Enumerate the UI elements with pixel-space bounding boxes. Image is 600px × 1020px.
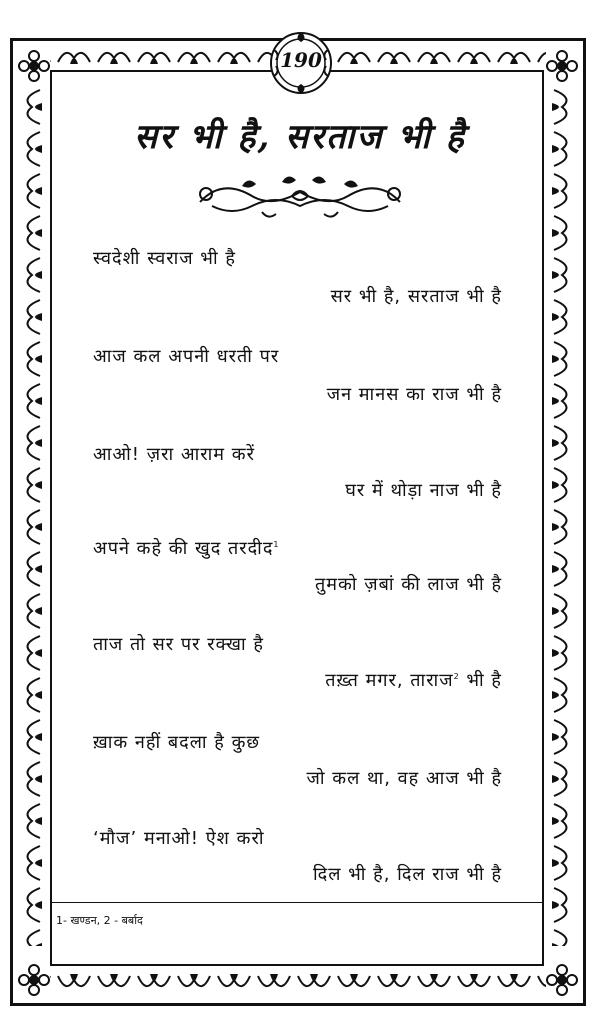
stanza-3-line-1: आओ! ज़रा आराम करें bbox=[93, 444, 255, 465]
title-flourish-ornament bbox=[192, 172, 408, 222]
stanza-1-line-2: सर भी है, सरताज भी है bbox=[330, 286, 502, 307]
stanza-4-line-1-text: अपने कहे की खुद तरदीद bbox=[93, 538, 274, 559]
stanza-7-line-2: दिल भी है, दिल राज भी है bbox=[312, 864, 502, 885]
poem-title: सर भी है, सरताज भी है bbox=[134, 117, 466, 157]
footnote-marker-2: 2 bbox=[453, 672, 460, 681]
stanza-3-line-2: घर में थोड़ा नाज भी है bbox=[345, 480, 502, 501]
stanza-5-line-2 bbox=[325, 668, 502, 692]
stanza-2-line-2: जन मानस का राज भी है bbox=[326, 384, 502, 405]
stanza-1-line-1: स्वदेशी स्वराज भी है bbox=[93, 248, 236, 269]
corner-flower-icon bbox=[544, 962, 580, 998]
stanza-7-line-1: ‘मौज’ मनाओ! ऐश करो bbox=[93, 828, 265, 849]
bottom-border-ornament bbox=[14, 966, 582, 1002]
stanza-4-line-2: तुमको ज़बां की लाज भी है bbox=[315, 574, 502, 595]
stanza-2-line-1: आज कल अपनी धरती पर bbox=[93, 346, 280, 367]
footnotes: 1- खण्डन, 2 - बर्बाद bbox=[56, 914, 143, 927]
corner-flower-icon bbox=[16, 48, 52, 84]
right-border-ornament bbox=[546, 86, 580, 946]
page-number: 190 bbox=[280, 48, 322, 72]
stanza-5-line-2-pre: तख़्त मगर, ताराज bbox=[325, 670, 454, 691]
stanza-6-line-1: ख़ाक नहीं बदला है कुछ bbox=[93, 732, 261, 753]
left-border-ornament bbox=[14, 86, 48, 946]
stanza-4-line-1 bbox=[93, 536, 280, 560]
footnote-marker-1: 1 bbox=[273, 540, 280, 549]
footnote-divider bbox=[52, 902, 542, 903]
corner-flower-icon bbox=[544, 48, 580, 84]
stanza-5-line-1: ताज तो सर पर रक्खा है bbox=[93, 634, 264, 655]
stanza-6-line-2: जो कल था, वह आज भी है bbox=[306, 768, 502, 789]
corner-flower-icon bbox=[16, 962, 52, 998]
stanza-5-line-2-post: भी है bbox=[459, 670, 502, 691]
